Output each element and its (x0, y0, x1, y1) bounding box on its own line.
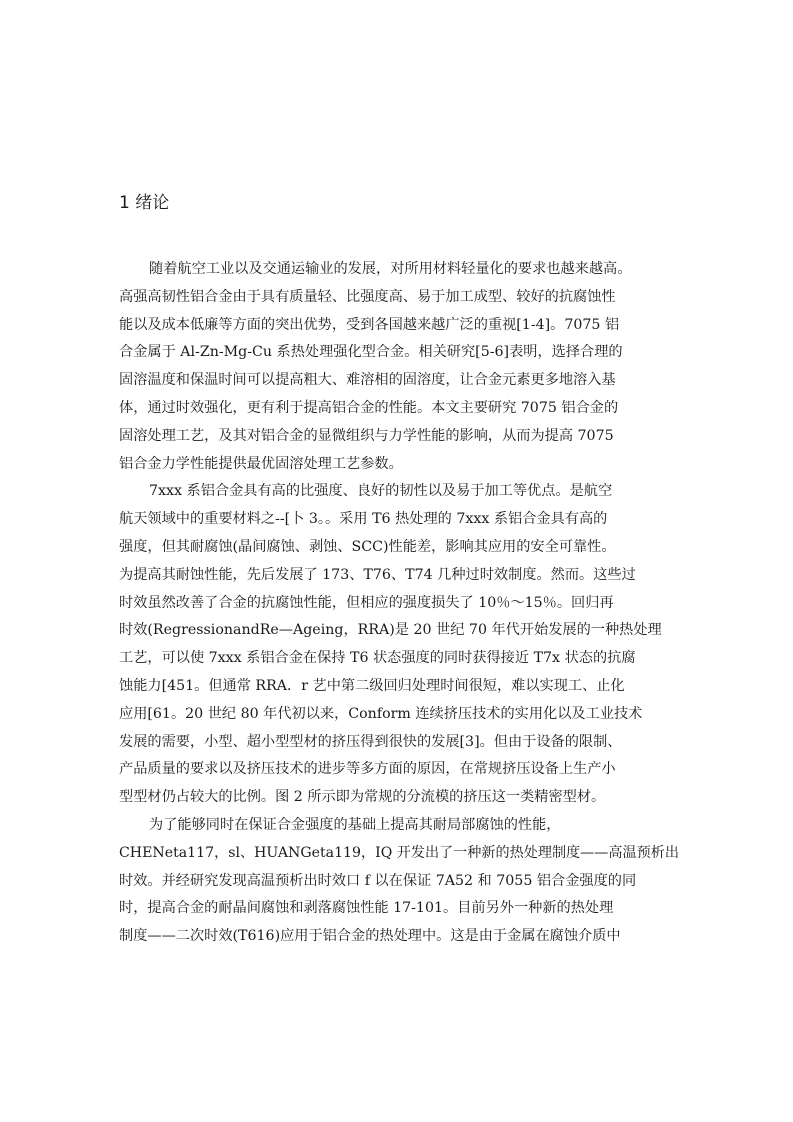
text-line: 工艺，可以使 7xxx 系铝合金在保持 T6 状态强度的同时获得接近 T7x 状态的抗腐 (119, 650, 636, 667)
text-line: 发展的需要，小型、超小型型材的挤压得到很快的发展[3]。但由于设备的限制、 (119, 733, 622, 750)
text-line: 铝合金力学性能提供最优固溶处理工艺参数。 (119, 455, 403, 472)
text-line: 型型材仍占较大的比例。图 2 所示即为常规的分流模的挤压这一类精密型材。 (119, 789, 606, 806)
section-heading: 1 绪论 (119, 193, 170, 213)
text-line: 7xxx 系铝合金具有高的比强度、良好的韧性以及易于加工等优点。是航空 (149, 483, 613, 500)
text-line: 蚀能力[451。但通常 RRA．r 艺中第二级回归处理时间很短，难以实现工、止化 (119, 677, 625, 694)
text-line: 固溶处理工艺，及其对铝合金的显微组织与力学性能的影响，从而为提高 7075 (119, 427, 614, 444)
text-line: 航天领域中的重要材料之--[卜 3。。采用 T6 热处理的 7xxx 系铝合金具有高的 (119, 511, 608, 528)
text-line: 为提高其耐蚀性能，先后发展了 173、T76、T74 几种过时效制度。然而。这些过 (119, 566, 636, 583)
text-line: 体，通过时效强化，更有利于提高铝合金的性能。本文主要研究 7075 铝合金的 (119, 399, 619, 416)
text-line: 高强高韧性铝合金由于具有质量轻、比强度高、易于加工成型、较好的抗腐蚀性 (119, 288, 616, 305)
body-text (119, 256, 679, 951)
text-line: 能以及成本低廉等方面的突出优势，受到各国越来越广泛的重视[1-4]。7075 铝 (119, 316, 620, 333)
text-line: 制度——二次时效(T616)应用于铝合金的热处理中。这是由于金属在腐蚀介质中 (119, 928, 621, 945)
text-line: 产品质量的要求以及挤压技术的进步等多方面的原因，在常规挤压设备上生产小 (119, 761, 616, 778)
text-line: CHENeta117，sl、HUANGeta119，IQ 开发出了一种新的热处理制度——高温预析出 (119, 844, 679, 861)
text-line: 合金属于 Al-Zn-Mg-Cu 系热处理强化型合金。相关研究[5-6]表明，选择合理的 (119, 344, 623, 361)
text-line: 时效。并经研究发现高温预析出时效口 f 以在保证 7A52 和 7055 铝合金强度的同 (119, 872, 637, 889)
text-line: 强度，但其耐腐蚀(晶间腐蚀、剥蚀、SCC)性能差，影响其应用的安全可靠性。 (119, 538, 616, 555)
text-line: 时效(RegressionandRe—Ageing，RRA)是 20 世纪 70 年代开始发展的一种热处理 (119, 622, 662, 639)
text-line: 为了能够同时在保证合金强度的基础上提高其耐局部腐蚀的性能， (149, 816, 561, 833)
text-line: 应用[61。20 世纪 80 年代初以来，Conform 连续挤压技术的实用化以及工业技术 (119, 705, 643, 722)
text-line: 时，提高合金的耐晶间腐蚀和剥落腐蚀性能 17-101。目前另外一种新的热处理 (119, 900, 614, 917)
text-line: 固溶温度和保温时间可以提高粗大、难溶相的固溶度，让合金元素更多地溶入基 (119, 372, 616, 389)
text-line: 随着航空工业以及交通运输业的发展，对所用材料轻量化的要求也越来越高。 (149, 261, 632, 277)
text-line: 时效虽然改善了合金的抗腐蚀性能，但相应的强度损失了 10％～15％。回归再 (119, 594, 614, 611)
